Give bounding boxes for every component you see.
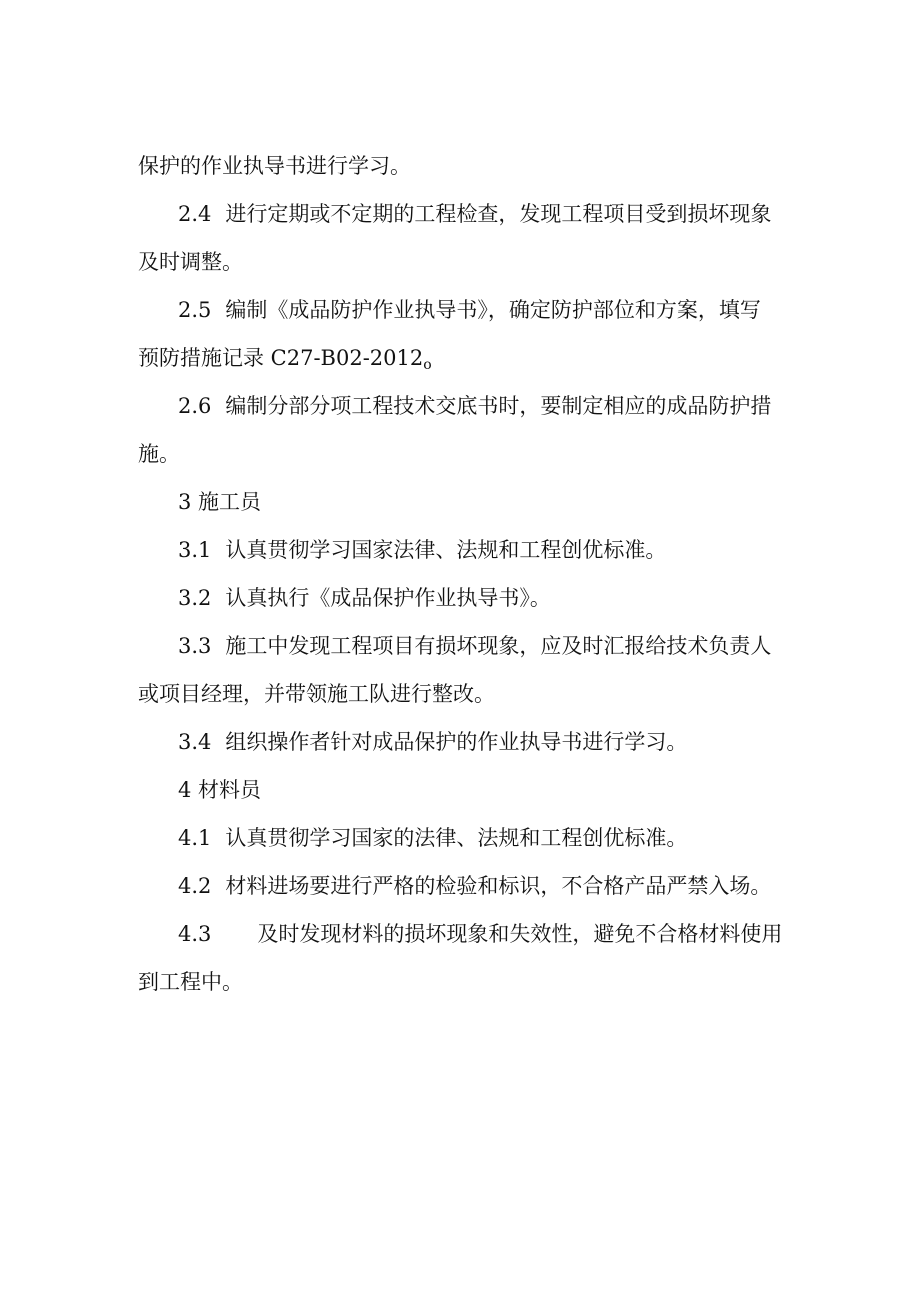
- item-text: 编制分部分项工程技术交底书时，要制定相应的成品防护措: [225, 394, 772, 418]
- item-text: 施。: [138, 442, 180, 466]
- item-number: 3.4: [178, 730, 212, 754]
- item-2-5-continuation: [138, 334, 788, 382]
- item-number: 2.4: [178, 202, 212, 226]
- item-number: 2.6: [178, 394, 212, 418]
- document-body: [138, 142, 788, 1006]
- section-title: 4 材料员: [178, 778, 262, 802]
- item-2-4-continuation: [138, 238, 788, 286]
- item-3-4: [138, 718, 788, 766]
- item-2-6: [138, 382, 788, 430]
- item-text: 编制《成品防护作业执导书》，确定防护部位和方案，填写: [225, 298, 761, 322]
- item-text: 预防措施记录 C27-B02-2012: [138, 346, 424, 370]
- item-2-5: [138, 286, 788, 334]
- item-4-1: [138, 814, 788, 862]
- paragraph-text: 保护的作业执导书进行学习。: [138, 154, 411, 178]
- item-number: 4.3: [178, 922, 212, 946]
- item-text: 或项目经理，并带领施工队进行整改。: [138, 682, 495, 706]
- paragraph-continuation: [138, 142, 788, 190]
- item-text: 进行定期或不定期的工程检查，发现工程项目受到损坏现象: [225, 202, 772, 226]
- item-number: 2.5: [178, 298, 212, 322]
- item-text: 认真贯彻学习国家法律、法规和工程创优标准。: [225, 538, 667, 562]
- item-subscript: o: [423, 357, 432, 373]
- item-text: 认真贯彻学习国家的法律、法规和工程创优标准。: [225, 826, 688, 850]
- section-title: 3 施工员: [178, 490, 262, 514]
- item-text: 及时调整。: [138, 250, 243, 274]
- item-number: 3.1: [178, 538, 212, 562]
- item-4-3: [138, 910, 788, 958]
- section-heading-3: [138, 478, 788, 526]
- item-number: 4.2: [178, 874, 212, 898]
- item-3-2: [138, 574, 788, 622]
- item-4-3-continuation: [138, 958, 788, 1006]
- item-3-3: [138, 622, 788, 670]
- item-4-2: [138, 862, 788, 910]
- item-text: 组织操作者针对成品保护的作业执导书进行学习。: [225, 730, 688, 754]
- item-3-1: [138, 526, 788, 574]
- item-2-4: [138, 190, 788, 238]
- section-heading-4: [138, 766, 788, 814]
- item-text: 认真执行《成品保护作业执导书》。: [225, 586, 551, 610]
- item-3-3-continuation: [138, 670, 788, 718]
- item-2-6-continuation: [138, 430, 788, 478]
- item-number: 3.3: [178, 634, 212, 658]
- item-number: 3.2: [178, 586, 212, 610]
- item-text: 及时发现材料的损坏现象和失效性，避免不合格材料使用: [257, 922, 783, 946]
- item-text: 施工中发现工程项目有损坏现象，应及时汇报给技术负责人: [225, 634, 772, 658]
- item-text: 到工程中。: [138, 970, 243, 994]
- item-number: 4.1: [178, 826, 212, 850]
- item-text: 材料进场要进行严格的检验和标识，不合格产品严禁入场。: [225, 874, 772, 898]
